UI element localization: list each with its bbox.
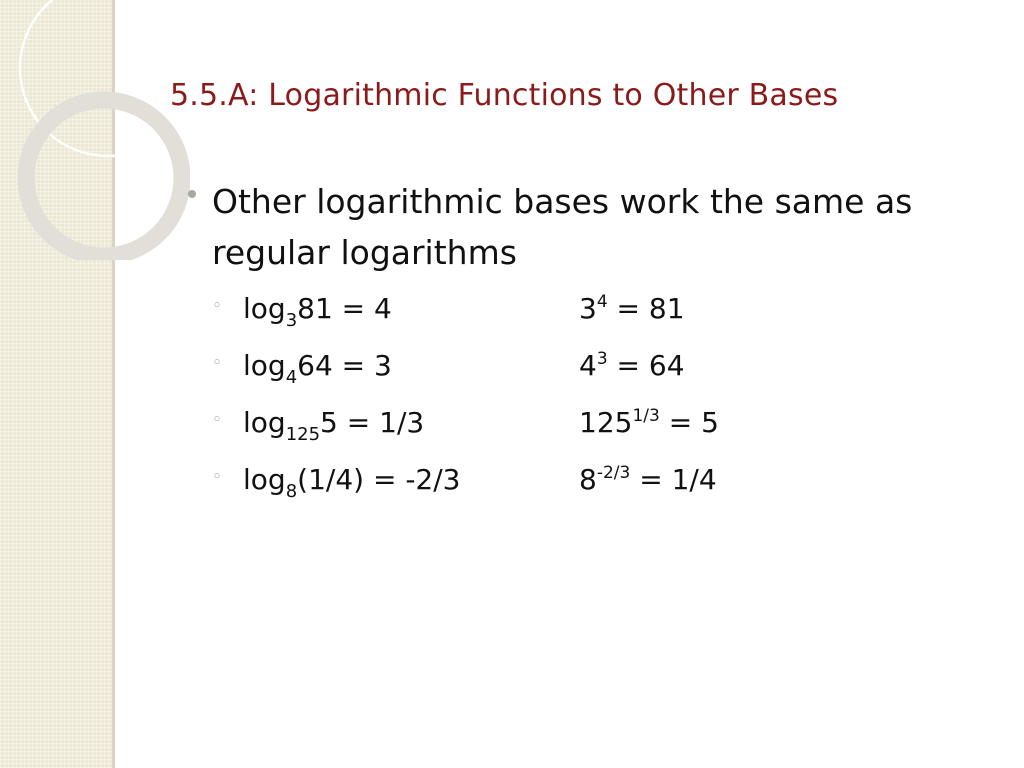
exp-rest: = 81 <box>607 292 685 325</box>
slide-title: 5.5.A: Logarithmic Functions to Other Bases <box>170 78 839 113</box>
hollow-bullet-icon: ◦ <box>212 353 223 373</box>
exponential-equation <box>579 406 719 439</box>
log-equation <box>243 349 392 388</box>
log-word: log <box>243 292 286 325</box>
exp-power: 4 <box>596 292 608 312</box>
log-word: log <box>243 463 286 496</box>
log-equation <box>243 406 425 445</box>
exp-base: 4 <box>579 349 597 382</box>
log-base: 125 <box>285 424 321 445</box>
log-rest: 64 = 3 <box>297 349 392 382</box>
exp-rest: = 5 <box>659 406 719 439</box>
exp-base: 125 <box>579 406 633 439</box>
exp-base: 8 <box>579 463 597 496</box>
log-rest: 5 = 1/3 <box>320 406 425 439</box>
log-base: 4 <box>285 367 298 388</box>
exp-base: 3 <box>579 292 597 325</box>
exp-rest: = 1/4 <box>630 463 717 496</box>
exp-power: 1/3 <box>632 406 660 426</box>
log-rest: (1/4) = -2/3 <box>297 463 461 496</box>
hollow-bullet-icon: ◦ <box>212 467 223 487</box>
example-row-3 <box>212 406 972 463</box>
log-word: log <box>243 349 286 382</box>
main-bullet-text: Other logarithmic bases work the same as regular logarithms <box>212 182 913 272</box>
exp-rest: = 64 <box>607 349 685 382</box>
exponential-equation <box>579 349 685 382</box>
decorative-circles <box>0 0 190 260</box>
log-equation <box>243 292 392 331</box>
example-row-1 <box>212 292 972 349</box>
exponential-equation <box>579 463 717 496</box>
log-equation <box>243 463 461 502</box>
log-word: log <box>243 406 286 439</box>
exp-power: 3 <box>596 349 608 369</box>
log-rest: 81 = 4 <box>297 292 392 325</box>
log-base: 3 <box>285 310 298 331</box>
examples-list <box>212 292 972 520</box>
decorative-circle-lower <box>26 100 182 256</box>
hollow-bullet-icon: ◦ <box>212 410 223 430</box>
example-row-2 <box>212 349 972 406</box>
exponential-equation <box>579 292 685 325</box>
hollow-bullet-icon: ◦ <box>212 296 223 316</box>
bullet-dot-icon <box>188 190 196 198</box>
example-row-4 <box>212 463 972 520</box>
log-base: 8 <box>285 481 298 502</box>
exp-power: -2/3 <box>596 463 631 483</box>
